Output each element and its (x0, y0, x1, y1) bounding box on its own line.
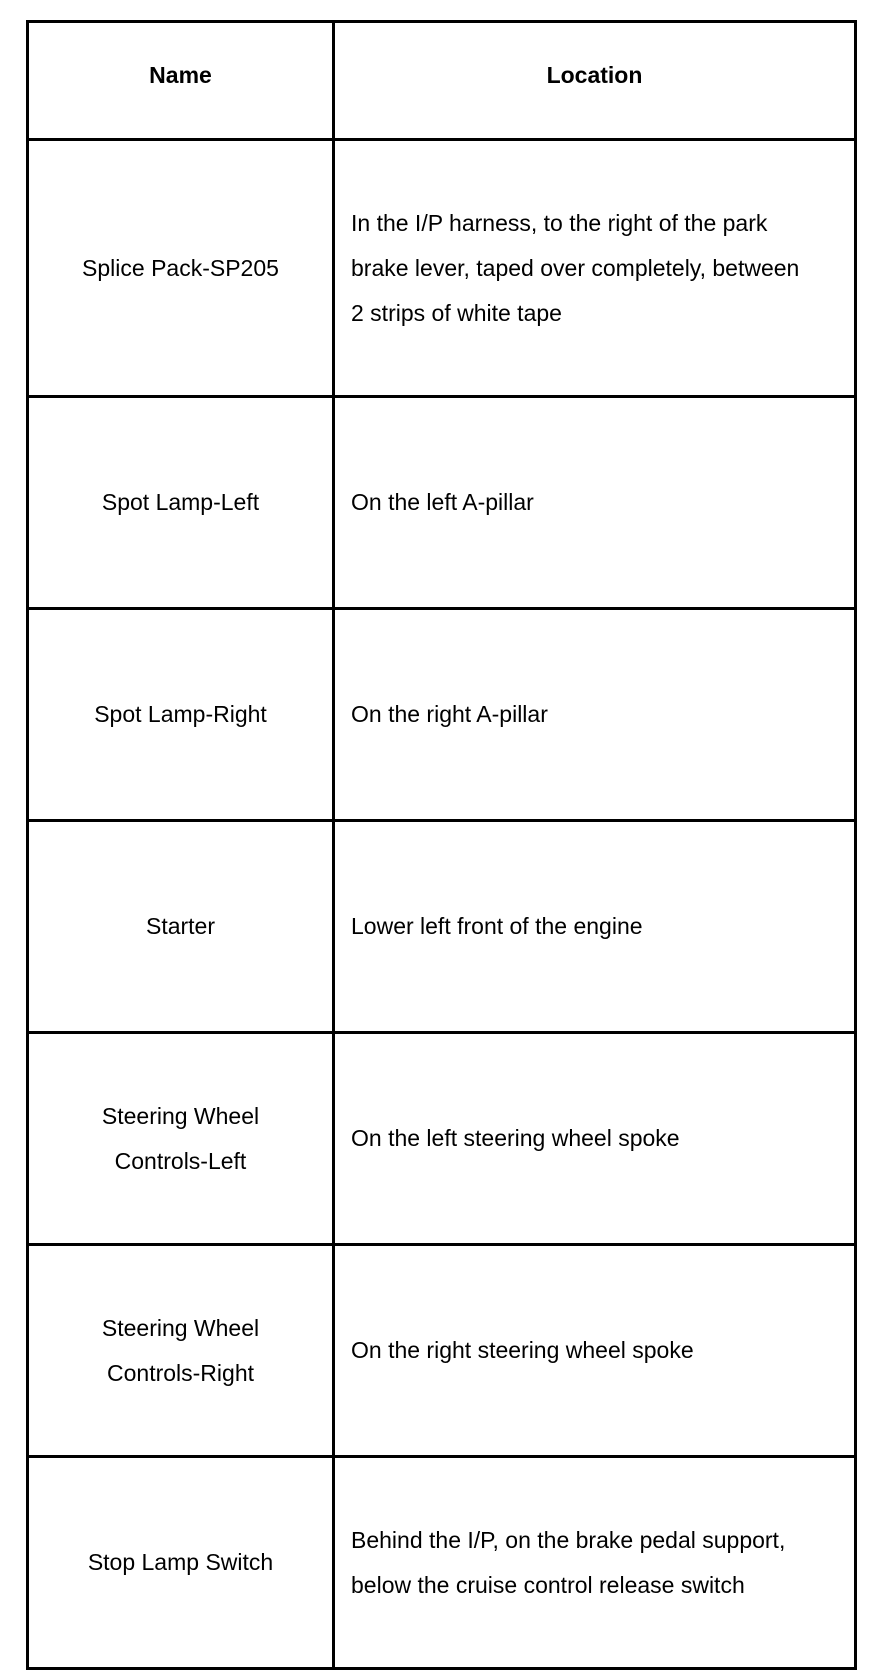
header-row (28, 22, 856, 140)
location-cell: On the left steering wheel spoke (334, 1033, 856, 1245)
location-cell: Behind the I/P, on the brake pedal support, below the cruise control release switch (334, 1457, 856, 1669)
location-cell: In the I/P harness, to the right of the park brake lever, taped over completely, between 2 strips of white tape (334, 140, 856, 397)
table-row (28, 140, 856, 397)
name-cell: Stop Lamp Switch (28, 1457, 334, 1669)
name-cell: Splice Pack-SP205 (28, 140, 334, 397)
component-location-table (26, 20, 857, 1670)
table-header (28, 22, 856, 140)
table-row (28, 609, 856, 821)
column-header-name: Name (28, 22, 334, 140)
table-row (28, 1457, 856, 1669)
table-row (28, 397, 856, 609)
location-cell: Lower left front of the engine (334, 821, 856, 1033)
location-cell: On the left A-pillar (334, 397, 856, 609)
name-cell: Spot Lamp-Left (28, 397, 334, 609)
name-cell: Steering Wheel Controls-Left (28, 1033, 334, 1245)
table-row (28, 821, 856, 1033)
table-row (28, 1033, 856, 1245)
name-cell: Starter (28, 821, 334, 1033)
table-row (28, 1245, 856, 1457)
location-cell: On the right steering wheel spoke (334, 1245, 856, 1457)
column-header-location: Location (334, 22, 856, 140)
table-body (28, 140, 856, 1669)
location-cell: On the right A-pillar (334, 609, 856, 821)
name-cell: Spot Lamp-Right (28, 609, 334, 821)
name-cell: Steering Wheel Controls-Right (28, 1245, 334, 1457)
